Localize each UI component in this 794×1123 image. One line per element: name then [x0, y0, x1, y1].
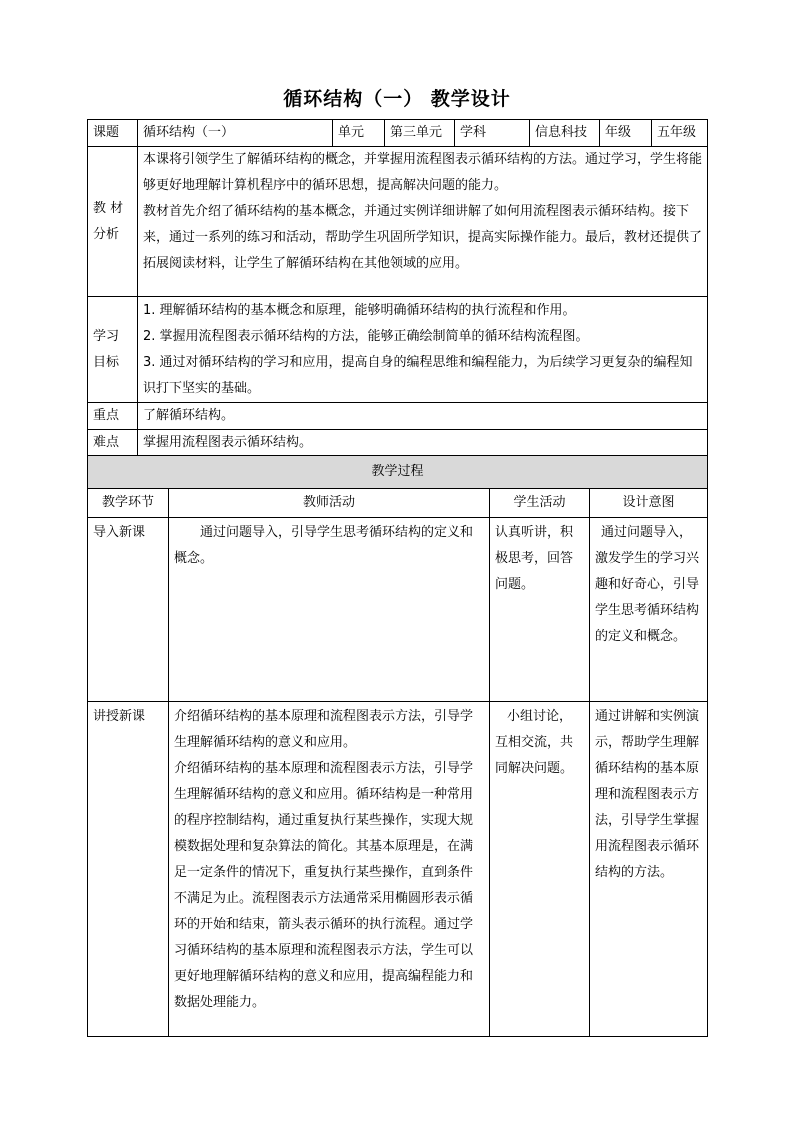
key-point-value: 了解循环结构。	[138, 403, 708, 430]
teaching-process-table	[87, 455, 708, 1037]
analysis-content	[138, 147, 708, 297]
table-row	[88, 702, 708, 1037]
column-header-stage: 教学环节	[88, 489, 169, 518]
table-row	[88, 518, 708, 702]
key-point-label: 重点	[88, 403, 138, 430]
analysis-label-line1: 教 材	[93, 200, 124, 216]
grade-value: 五年级	[652, 120, 708, 147]
column-header-student: 学生活动	[490, 489, 590, 518]
teacher-activity-cell	[169, 702, 490, 1037]
analysis-label-line2: 分析	[93, 226, 120, 242]
column-header-intent: 设计意图	[590, 489, 708, 518]
objectives-content	[138, 297, 708, 403]
objective-item: 1. 理解循环结构的基本概念和原理，能够明确循环结构的执行流程和作用。	[143, 302, 576, 318]
difficulty-label: 难点	[88, 430, 138, 457]
design-intent-cell: 通过讲解和实例演示，帮助学生理解循环结构的基本原理和流程图表示方法，引导学生掌握用流程图表示循环结构的方法。	[590, 702, 708, 1037]
analysis-label	[88, 147, 138, 297]
teacher-activity-cell: 通过问题导入，引导学生思考循环结构的定义和概念。	[169, 518, 490, 702]
stage-cell: 讲授新课	[88, 702, 169, 1037]
student-activity-cell: 小组讨论，互相交流，共同解决问题。	[490, 702, 590, 1037]
teacher-paragraph: 介绍循环结构的基本原理和流程图表示方法，引导学生理解循环结构的意义和应用。循环结构是一种常用的程序控制结构，通过重复执行某些操作，实现大规模数据处理和复杂算法的简化。其基本原理是，在满足一定条件的情况下，重复执行某些操作，直到条件不满足为止。流程图表示方法通常采用椭圆形表示循环的开始和结束，箭头表示循环的执行流程。通过学习循环结构的基本原理和流程图表示方法，学生可以更好地理解循环结构的意义和应用，提高编程能力和数据处理能力。	[174, 761, 474, 1010]
analysis-paragraph: 教材首先介绍了循环结构的基本概念，并通过实例详细讲解了如何用流程图表示循环结构。接下来，通过一系列的练习和活动，帮助学生巩固所学知识，提高实际操作能力。最后，教材还提供了拓展阅读材料，让学生了解循环结构在其他领域的应用。	[143, 204, 703, 271]
design-intent-cell: 通过问题导入，激发学生的学习兴趣和好奇心，引导学生思考循环结构的定义和概念。	[590, 518, 708, 702]
objective-item: 2. 掌握用流程图表示循环结构的方法，能够正确绘制简单的循环结构流程图。	[143, 328, 589, 344]
unit-value: 第三单元	[385, 120, 455, 147]
course-value: 信息科技	[530, 120, 600, 147]
document-title: 循环结构（一） 教学设计	[283, 88, 511, 110]
course-label: 学科	[455, 120, 530, 147]
process-header: 教学过程	[88, 456, 708, 489]
stage-cell: 导入新课	[88, 518, 169, 702]
lesson-info-table	[87, 119, 708, 457]
subject-label: 课题	[88, 120, 138, 147]
grade-label: 年级	[600, 120, 652, 147]
objective-item: 3. 通过对循环结构的学习和应用，提高自身的编程思维和编程能力，为后续学习更复杂的编程知识打下坚实的基础。	[143, 354, 693, 396]
subject-value: 循环结构（一）	[138, 120, 333, 147]
teacher-paragraph: 介绍循环结构的基本原理和流程图表示方法，引导学生理解循环结构的意义和应用。	[174, 709, 474, 750]
difficulty-value: 掌握用流程图表示循环结构。	[138, 430, 708, 457]
student-activity-cell: 认真听讲，积极思考，回答问题。	[490, 518, 590, 702]
unit-label: 单元	[333, 120, 385, 147]
column-header-teacher: 教师活动	[169, 489, 490, 518]
objectives-label-line2: 目标	[93, 354, 120, 370]
analysis-paragraph: 本课将引领学生了解循环结构的概念，并掌握用流程图表示循环结构的方法。通过学习，学生将能够更好地理解计算机程序中的循环思想，提高解决问题的能力。	[143, 152, 703, 193]
objectives-label-line1: 学习	[93, 328, 120, 344]
objectives-label	[88, 297, 138, 403]
